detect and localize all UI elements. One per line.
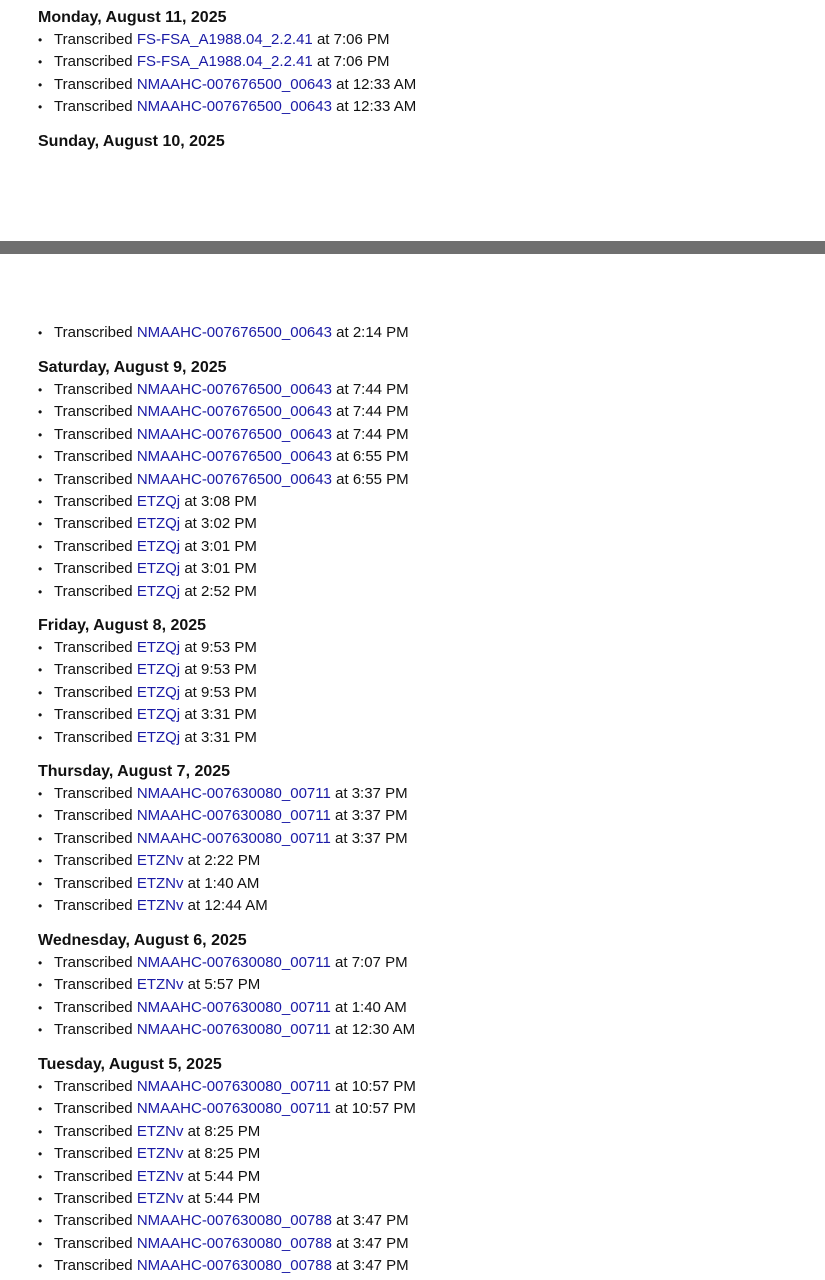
entry-action: Transcribed [54, 425, 133, 443]
bullet-icon: • [38, 494, 43, 509]
entry-time: 10:57 PM [351, 1100, 416, 1118]
entry-at-word: at [187, 976, 201, 994]
transcription-entry [38, 513, 409, 535]
entry-action: Transcribed [54, 998, 133, 1016]
bullet-icon: • [38, 663, 43, 678]
entry-action: Transcribed [54, 537, 133, 555]
entry-at-word: at [336, 1257, 349, 1275]
transcription-entry [38, 322, 409, 344]
bullet-icon: • [38, 584, 43, 599]
entry-action: Transcribed [54, 852, 133, 870]
bullet-icon: • [38, 730, 43, 745]
entry-time: 10:57 PM [351, 1078, 416, 1095]
entry-action: Transcribed [54, 807, 133, 825]
entry-at-word: at [335, 1100, 348, 1118]
transcription-entry [38, 424, 409, 446]
transcription-item-link[interactable]: NMAAHC-007676500_00643 [136, 425, 332, 443]
bullet-icon: • [38, 450, 43, 465]
transcription-item-link[interactable]: NMAAHC-007630080_00711 [136, 807, 331, 825]
entry-action: Transcribed [54, 515, 133, 533]
entry-at-word: at [187, 1122, 201, 1140]
entry-action: Transcribed [54, 954, 133, 971]
transcription-item-link[interactable]: ETZNv [136, 874, 184, 892]
transcription-item-link[interactable]: ETZNv [136, 1189, 184, 1207]
entry-at-word: at [184, 515, 197, 533]
transcription-entry [38, 1121, 416, 1143]
entry-at-word: at [184, 560, 197, 578]
entry-at-word: at [336, 75, 349, 93]
bullet-icon: • [38, 876, 43, 891]
entry-time: 9:53 PM [201, 639, 257, 656]
entry-time: 7:06 PM [333, 53, 390, 71]
entry-time: 8:25 PM [204, 1145, 261, 1163]
bullet-icon: • [38, 978, 43, 993]
bullet-icon: • [38, 77, 43, 92]
entry-at-word: at [316, 53, 330, 71]
entry-time: 3:02 PM [201, 515, 257, 533]
transcription-entry [38, 783, 408, 805]
day-heading: Sunday, August 10, 2025 [38, 133, 225, 150]
entry-action: Transcribed [54, 1145, 133, 1163]
transcription-entry [38, 536, 409, 558]
entry-at-word: at [335, 998, 348, 1016]
transcription-list [38, 322, 409, 344]
transcription-entry [38, 401, 409, 423]
bullet-icon: • [38, 383, 43, 397]
entry-action: Transcribed [54, 75, 133, 93]
bullet-icon: • [38, 787, 43, 801]
screenshot-divider-bar [0, 241, 825, 254]
entry-time: 7:44 PM [352, 403, 409, 421]
transcription-item-link[interactable]: ETZQj [136, 728, 181, 746]
day-entries [38, 1076, 416, 1278]
bullet-icon: • [38, 427, 43, 442]
entry-time: 6:55 PM [352, 448, 409, 466]
transcription-entry [38, 74, 416, 96]
transcription-item-link[interactable]: ETZQj [136, 515, 181, 533]
transcription-item-link[interactable]: NMAAHC-007676500_00643 [136, 324, 332, 341]
entry-time: 2:14 PM [352, 324, 409, 341]
transcription-entry [38, 704, 257, 726]
entry-time: 12:44 AM [204, 896, 268, 914]
transcription-entry [38, 558, 409, 580]
bullet-icon: • [38, 1124, 43, 1139]
entry-time: 12:33 AM [352, 98, 417, 116]
bullet-icon: • [38, 1169, 43, 1184]
transcription-item-link[interactable]: ETZQj [136, 560, 181, 578]
entry-time: 3:01 PM [201, 537, 257, 555]
entry-action: Transcribed [54, 1100, 133, 1118]
activity-panel-top [0, 0, 825, 241]
entry-at-word: at [187, 1167, 201, 1185]
day-entries [38, 783, 408, 917]
entry-action: Transcribed [54, 403, 133, 421]
transcription-item-link[interactable]: ETZNv [136, 1145, 184, 1163]
entry-action: Transcribed [54, 1212, 133, 1230]
entry-at-word: at [184, 582, 197, 600]
entry-action: Transcribed [54, 785, 133, 802]
transcription-item-link[interactable]: ETZNv [136, 852, 184, 870]
entry-action: Transcribed [54, 706, 133, 724]
bullet-icon: • [38, 1236, 43, 1251]
transcription-item-link[interactable]: ETZQj [136, 661, 181, 679]
transcription-item-link[interactable]: NMAAHC-007630080_00711 [136, 998, 331, 1016]
entry-at-word: at [187, 852, 201, 870]
transcription-list [38, 1076, 416, 1278]
bullet-icon: • [38, 1259, 43, 1274]
entry-action: Transcribed [54, 1234, 133, 1252]
entry-action: Transcribed [54, 661, 133, 679]
transcription-entry [38, 1098, 416, 1120]
entry-at-word: at [187, 1145, 201, 1163]
entry-time: 5:44 PM [204, 1167, 261, 1185]
entry-time: 7:44 PM [352, 381, 409, 398]
transcription-entry [38, 96, 416, 118]
entry-time: 3:37 PM [351, 785, 408, 802]
entry-action: Transcribed [54, 470, 133, 488]
entry-time: 5:44 PM [204, 1189, 261, 1207]
entry-at-word: at [336, 1234, 349, 1252]
entry-at-word: at [316, 31, 330, 48]
entry-action: Transcribed [54, 582, 133, 600]
transcription-entry [38, 379, 409, 401]
transcription-entry [38, 974, 415, 996]
day-entries [38, 952, 415, 1042]
transcription-item-link[interactable]: FS-FSA_A1988.04_2.2.41 [136, 53, 313, 71]
transcription-item-link[interactable]: NMAAHC-007676500_00643 [136, 403, 332, 421]
transcription-entry [38, 805, 408, 827]
entry-action: Transcribed [54, 53, 133, 71]
transcription-entry [38, 491, 409, 513]
transcription-entry [38, 873, 408, 895]
entry-action: Transcribed [54, 31, 133, 48]
entry-at-word: at [335, 1078, 348, 1095]
transcription-item-link[interactable]: NMAAHC-007630080_00788 [136, 1234, 332, 1252]
transcription-entry [38, 895, 408, 917]
transcription-list [38, 952, 415, 1042]
entry-at-word: at [335, 807, 348, 825]
entry-time: 3:31 PM [201, 706, 257, 724]
transcription-entry [38, 446, 409, 468]
entry-time: 3:37 PM [351, 807, 408, 825]
entry-action: Transcribed [54, 728, 133, 746]
transcription-item-link[interactable]: ETZQj [136, 537, 181, 555]
bullet-icon: • [38, 854, 43, 869]
entry-action: Transcribed [54, 560, 133, 578]
transcription-item-link[interactable]: ETZQj [136, 706, 181, 724]
transcription-entry [38, 1166, 416, 1188]
entry-action: Transcribed [54, 639, 133, 656]
entry-at-word: at [336, 403, 349, 421]
entry-time: 3:47 PM [352, 1234, 409, 1252]
transcription-list [38, 379, 409, 603]
entry-at-word: at [184, 728, 197, 746]
bullet-icon: • [38, 326, 43, 340]
entry-action: Transcribed [54, 1122, 133, 1140]
entry-at-word: at [336, 98, 349, 116]
transcription-entry [38, 1255, 416, 1277]
day-heading: Saturday, August 9, 2025 [38, 359, 227, 376]
transcription-entry [38, 1233, 416, 1255]
transcription-item-link[interactable]: NMAAHC-007630080_00711 [136, 1100, 331, 1118]
entry-action: Transcribed [54, 976, 133, 994]
entry-action: Transcribed [54, 1078, 133, 1095]
entry-time: 3:47 PM [352, 1257, 409, 1275]
entry-at-word: at [336, 324, 349, 341]
transcription-entry [38, 51, 416, 73]
day-heading: Thursday, August 7, 2025 [38, 763, 231, 780]
transcription-entry [38, 997, 415, 1019]
bullet-icon: • [38, 55, 43, 70]
bullet-icon: • [38, 100, 43, 115]
entry-action: Transcribed [54, 874, 133, 892]
entry-action: Transcribed [54, 1167, 133, 1185]
entry-action: Transcribed [54, 1021, 133, 1039]
bullet-icon: • [38, 1080, 43, 1094]
entry-time: 12:33 AM [352, 75, 417, 93]
transcription-entry [38, 637, 257, 659]
entry-at-word: at [184, 537, 197, 555]
entry-time: 3:31 PM [201, 728, 257, 746]
day-entries [38, 29, 416, 119]
entry-time: 7:44 PM [352, 425, 409, 443]
transcription-entry [38, 850, 408, 872]
transcription-entry [38, 1076, 416, 1098]
day-entries [38, 637, 257, 749]
transcription-item-link[interactable]: NMAAHC-007630080_00711 [136, 954, 331, 971]
bullet-icon: • [38, 539, 43, 554]
transcription-item-link[interactable]: NMAAHC-007630080_00788 [136, 1257, 332, 1275]
transcription-entry [38, 828, 408, 850]
entry-time: 3:08 PM [201, 492, 257, 510]
transcription-item-link[interactable]: ETZNv [136, 1122, 184, 1140]
day-heading: Monday, August 11, 2025 [38, 9, 227, 26]
day-heading: Tuesday, August 5, 2025 [38, 1056, 222, 1073]
bullet-icon: • [38, 1191, 43, 1206]
entry-at-word: at [184, 706, 197, 724]
entry-action: Transcribed [54, 1189, 133, 1207]
bullet-icon: • [38, 517, 43, 532]
transcription-item-link[interactable]: NMAAHC-007676500_00643 [136, 470, 332, 488]
entry-at-word: at [336, 448, 349, 466]
entry-at-word: at [184, 661, 197, 679]
bullet-icon: • [38, 685, 43, 700]
entry-at-word: at [184, 492, 197, 510]
entry-action: Transcribed [54, 448, 133, 466]
transcription-entry [38, 469, 409, 491]
entry-time: 3:47 PM [352, 1212, 409, 1230]
transcription-entry [38, 1143, 416, 1165]
entry-at-word: at [336, 1212, 349, 1230]
transcription-entry [38, 727, 257, 749]
transcription-item-link[interactable]: NMAAHC-007630080_00711 [136, 1078, 331, 1095]
transcription-item-link[interactable]: NMAAHC-007676500_00643 [136, 381, 332, 398]
transcription-item-link[interactable]: NMAAHC-007676500_00643 [136, 75, 332, 93]
entry-time: 1:40 AM [351, 998, 407, 1016]
transcription-item-link[interactable]: ETZNv [136, 896, 184, 914]
entry-at-word: at [336, 381, 349, 398]
day-entries [38, 379, 409, 603]
transcription-entry [38, 1188, 416, 1210]
transcription-entry [38, 1019, 415, 1041]
transcription-item-link[interactable]: FS-FSA_A1988.04_2.2.41 [136, 31, 313, 48]
transcription-entry [38, 952, 415, 974]
entry-action: Transcribed [54, 324, 133, 341]
entry-at-word: at [336, 425, 349, 443]
bullet-icon: • [38, 641, 43, 655]
bullet-icon: • [38, 956, 43, 970]
transcription-item-link[interactable]: ETZNv [136, 1167, 184, 1185]
entry-time: 3:37 PM [351, 829, 408, 847]
entry-time: 7:06 PM [333, 31, 390, 48]
entry-time: 2:52 PM [201, 582, 257, 600]
entry-action: Transcribed [54, 896, 133, 914]
entry-time: 6:55 PM [352, 470, 409, 488]
day-heading: Wednesday, August 6, 2025 [38, 932, 247, 949]
entry-time: 9:53 PM [201, 683, 257, 701]
entry-action: Transcribed [54, 98, 133, 116]
transcription-entry [38, 1210, 416, 1232]
entry-at-word: at [187, 896, 201, 914]
transcription-item-link[interactable]: ETZNv [136, 976, 184, 994]
day-heading: Friday, August 8, 2025 [38, 617, 207, 634]
transcription-entry [38, 581, 409, 603]
transcription-item-link[interactable]: NMAAHC-007676500_00643 [136, 448, 332, 466]
entry-at-word: at [184, 683, 197, 701]
bullet-icon: • [38, 1214, 43, 1229]
bullet-icon: • [38, 898, 43, 913]
transcription-item-link[interactable]: NMAAHC-007676500_00643 [136, 98, 332, 116]
entry-action: Transcribed [54, 683, 133, 701]
entry-time: 7:07 PM [351, 954, 408, 971]
bullet-icon: • [38, 1147, 43, 1162]
entry-at-word: at [335, 829, 348, 847]
bullet-icon: • [38, 831, 43, 846]
entry-time: 12:30 AM [351, 1021, 416, 1039]
entry-time: 5:57 PM [204, 976, 261, 994]
entry-time: 9:53 PM [201, 661, 257, 679]
entry-at-word: at [336, 470, 349, 488]
transcription-item-link[interactable]: ETZQj [136, 683, 181, 701]
entry-time: 1:40 AM [204, 874, 260, 892]
entry-at-word: at [184, 639, 197, 656]
entry-at-word: at [335, 1021, 348, 1039]
transcription-item-link[interactable]: NMAAHC-007630080_00711 [136, 785, 331, 802]
entry-action: Transcribed [54, 829, 133, 847]
entry-action: Transcribed [54, 381, 133, 398]
bullet-icon: • [38, 1023, 43, 1038]
entry-action: Transcribed [54, 1257, 133, 1275]
bullet-icon: • [38, 405, 43, 420]
continued-entries [38, 322, 409, 344]
transcription-item-link[interactable]: NMAAHC-007630080_00711 [136, 1021, 331, 1039]
transcription-item-link[interactable]: ETZQj [136, 492, 181, 510]
bullet-icon: • [38, 562, 43, 577]
activity-panel-bottom [0, 254, 825, 1280]
bullet-icon: • [38, 809, 43, 824]
bullet-icon: • [38, 472, 43, 487]
bullet-icon: • [38, 33, 43, 47]
entry-at-word: at [335, 954, 348, 971]
entry-time: 3:01 PM [201, 560, 257, 578]
bullet-icon: • [38, 708, 43, 723]
transcription-item-link[interactable]: ETZQj [136, 639, 181, 656]
transcription-list [38, 783, 408, 917]
entry-time: 2:22 PM [204, 852, 261, 870]
transcription-item-link[interactable]: NMAAHC-007630080_00788 [136, 1212, 332, 1230]
entry-at-word: at [187, 1189, 201, 1207]
transcription-item-link[interactable]: NMAAHC-007630080_00711 [136, 829, 331, 847]
transcription-list [38, 637, 257, 749]
transcription-item-link[interactable]: ETZQj [136, 582, 181, 600]
entry-at-word: at [335, 785, 348, 802]
entry-at-word: at [187, 874, 201, 892]
transcription-entry [38, 659, 257, 681]
bullet-icon: • [38, 1102, 43, 1117]
transcription-list [38, 29, 416, 119]
transcription-entry [38, 682, 257, 704]
entry-time: 8:25 PM [204, 1122, 261, 1140]
transcription-entry [38, 29, 416, 51]
entry-action: Transcribed [54, 492, 133, 510]
bullet-icon: • [38, 1000, 43, 1015]
